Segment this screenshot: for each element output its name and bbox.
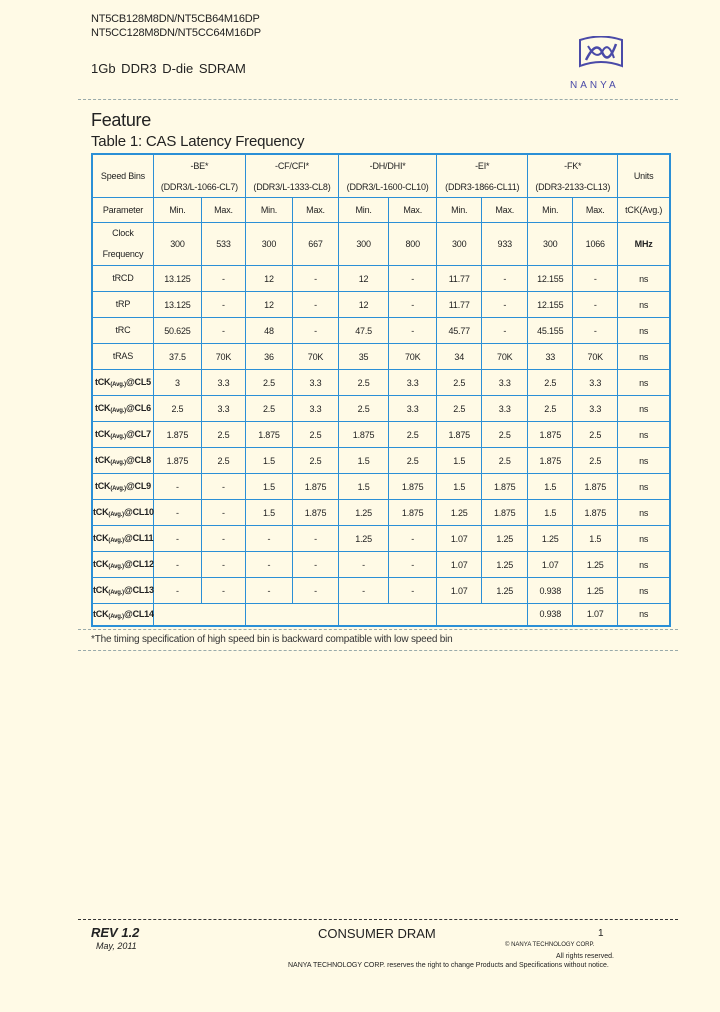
min-header: Min.	[437, 198, 482, 223]
tck-subscript: (Avg.)	[108, 564, 124, 570]
value-cell: 3.3	[292, 396, 338, 422]
parameter-cell	[92, 396, 153, 422]
parameter-header: Parameter	[92, 198, 153, 223]
value-cell: 12	[245, 292, 292, 318]
tck-at: @	[125, 481, 135, 491]
max-header: Max.	[292, 198, 338, 223]
min-header: Min.	[528, 198, 573, 223]
parameter-cell: tRCD	[92, 266, 153, 292]
product-title: 1Gb DDR3 D-die SDRAM	[91, 61, 246, 76]
unit-cell: ns	[618, 344, 670, 370]
value-cell: 1.25	[482, 552, 528, 578]
value-cell: 1.875	[482, 474, 528, 500]
value-cell: 3.3	[389, 396, 437, 422]
value-cell: 300	[339, 223, 389, 266]
value-cell: 800	[389, 223, 437, 266]
min-header: Min.	[339, 198, 389, 223]
tck-at: @	[125, 403, 135, 413]
tck-label: tCK	[94, 377, 111, 387]
tck-label: tCK	[94, 455, 111, 465]
value-cell: -	[389, 318, 437, 344]
value-cell: -	[201, 578, 245, 604]
value-cell: 12	[339, 266, 389, 292]
footnote-divider-bottom	[78, 650, 678, 651]
value-cell: 300	[528, 223, 573, 266]
value-cell: 1.07	[437, 578, 482, 604]
cas-latency-label: CL14	[132, 608, 154, 619]
value-cell: 1.5	[245, 500, 292, 526]
value-cell: 1066	[573, 223, 618, 266]
value-cell: -	[389, 552, 437, 578]
bin-code: -FK*	[528, 154, 618, 176]
empty-cell	[339, 604, 437, 626]
value-cell: -	[153, 578, 201, 604]
tck-subscript: (Avg.)	[108, 613, 124, 620]
disclaimer: NANYA TECHNOLOGY CORP. reserves the right to change Products and Specifications without notice.	[288, 962, 609, 969]
value-cell: 45.77	[437, 318, 482, 344]
footnote-divider	[78, 629, 678, 630]
value-cell: -	[573, 266, 618, 292]
value-cell: 1.875	[482, 500, 528, 526]
tck-subscript: (Avg.)	[110, 408, 126, 414]
param-unit-header: tCK(Avg.)	[618, 198, 670, 223]
value-cell: 1.5	[437, 448, 482, 474]
value-cell: 12.155	[528, 292, 573, 318]
value-cell: 2.5	[528, 396, 573, 422]
min-header: Min.	[245, 198, 292, 223]
value-cell: -	[201, 552, 245, 578]
value-cell: 50.625	[153, 318, 201, 344]
value-cell: 12	[245, 266, 292, 292]
bin-name: (DDR3/L-1333-CL8)	[245, 176, 338, 198]
tck-subscript: (Avg.)	[108, 512, 124, 518]
value-cell: -	[389, 578, 437, 604]
table-row	[92, 370, 670, 396]
value-cell: -	[482, 292, 528, 318]
value-cell: -	[389, 526, 437, 552]
revision-date: May, 2011	[96, 941, 137, 951]
part-number-line-1: NT5CB128M8DN/NT5CB64M16DP	[91, 13, 260, 25]
unit-cell: ns	[618, 422, 670, 448]
cas-latency-label: CL5	[134, 377, 151, 387]
empty-cell	[437, 604, 528, 626]
cas-latency-label: CL13	[132, 585, 154, 595]
value-cell: 1.5	[339, 474, 389, 500]
unit-cell: ns	[618, 396, 670, 422]
bin-name: (DDR3/L-1066-CL7)	[153, 176, 245, 198]
value-cell: -	[245, 552, 292, 578]
value-cell: 1.875	[153, 422, 201, 448]
unit-cell: ns	[618, 526, 670, 552]
parameter-cell: tRAS	[92, 344, 153, 370]
value-cell: -	[292, 292, 338, 318]
tck-label: tCK	[93, 559, 109, 569]
value-cell: -	[245, 578, 292, 604]
value-cell: 1.5	[339, 448, 389, 474]
bin-code: -BE*	[153, 154, 245, 176]
value-cell: 300	[245, 223, 292, 266]
nanya-logo	[566, 36, 636, 96]
value-cell: 1.25	[482, 526, 528, 552]
value-cell: -	[292, 266, 338, 292]
value-cell: 1.875	[573, 474, 618, 500]
parameter-cell	[92, 422, 153, 448]
value-cell: -	[573, 292, 618, 318]
value-cell: -	[153, 474, 201, 500]
value-cell: 300	[153, 223, 201, 266]
table-row	[92, 422, 670, 448]
value-cell: -	[153, 500, 201, 526]
value-cell: -	[292, 318, 338, 344]
tck-subscript: (Avg.)	[110, 434, 126, 440]
table-row	[92, 292, 670, 318]
value-cell: 3.3	[201, 396, 245, 422]
table-title: Table 1: CAS Latency Frequency	[91, 133, 305, 150]
rights-reserved: All rights reserved.	[556, 953, 614, 960]
value-cell: 1.875	[437, 422, 482, 448]
value-cell: 1.25	[573, 552, 618, 578]
value-cell: 1.25	[437, 500, 482, 526]
tck-label: tCK	[93, 533, 109, 543]
revision: REV 1.2	[91, 925, 140, 940]
copyright: © NANYA TECHNOLOGY CORP.	[505, 942, 595, 948]
value-cell: 1.875	[292, 474, 338, 500]
value-cell: -	[339, 578, 389, 604]
parameter-cell: tRP	[92, 292, 153, 318]
value-cell: 3.3	[201, 370, 245, 396]
tck-at: @	[125, 455, 135, 465]
value-cell: 1.875	[573, 500, 618, 526]
tck-label: tCK	[94, 403, 111, 413]
unit-cell: ns	[618, 578, 670, 604]
units-header: Units	[618, 154, 670, 198]
unit-cell: MHz	[618, 223, 670, 266]
tck-label: tCK	[94, 429, 111, 439]
value-cell: 2.5	[245, 396, 292, 422]
bin-code-row	[92, 154, 670, 176]
value-cell: 70K	[292, 344, 338, 370]
value-cell: 2.5	[437, 370, 482, 396]
value-cell: 2.5	[482, 422, 528, 448]
value-cell: -	[573, 318, 618, 344]
cas-latency-label: CL6	[134, 403, 151, 413]
parameter-cell	[92, 604, 153, 626]
value-cell: -	[389, 292, 437, 318]
footer-divider	[78, 919, 678, 920]
value-cell: 70K	[482, 344, 528, 370]
value-cell: 0.938	[528, 578, 573, 604]
value-cell: 533	[201, 223, 245, 266]
value-cell: 12	[339, 292, 389, 318]
parameter-cell	[92, 474, 153, 500]
value-cell: 45.155	[528, 318, 573, 344]
max-header: Max.	[482, 198, 528, 223]
value-cell: 2.5	[292, 448, 338, 474]
value-cell: 3.3	[573, 370, 618, 396]
table-row	[92, 396, 670, 422]
value-cell: 1.5	[245, 474, 292, 500]
value-cell: 35	[339, 344, 389, 370]
value-cell: 667	[292, 223, 338, 266]
value-cell: 1.875	[389, 474, 437, 500]
value-cell: 1.875	[528, 448, 573, 474]
footer-center-title: CONSUMER DRAM	[318, 926, 436, 941]
parameter-cell	[92, 370, 153, 396]
value-cell: -	[292, 552, 338, 578]
max-header: Max.	[201, 198, 245, 223]
value-cell: 1.5	[528, 474, 573, 500]
value-cell: 1.07	[437, 526, 482, 552]
empty-cell	[245, 604, 338, 626]
value-cell: 2.5	[528, 370, 573, 396]
table-row	[92, 266, 670, 292]
value-cell: 1.875	[292, 500, 338, 526]
table-row	[92, 448, 670, 474]
value-cell: -	[339, 552, 389, 578]
cas-latency-label: CL9	[134, 481, 151, 491]
parameter-cell	[92, 448, 153, 474]
tck-at: @	[123, 533, 133, 543]
table-row	[92, 318, 670, 344]
tck-label: tCK	[93, 585, 109, 595]
header-divider	[78, 99, 678, 100]
value-cell: 47.5	[339, 318, 389, 344]
tck-subscript: (Avg.)	[110, 486, 126, 492]
logo-text: NANYA	[570, 80, 619, 91]
value-cell: 2.5	[339, 396, 389, 422]
bin-code: -EI*	[437, 154, 528, 176]
tck-at: @	[125, 429, 135, 439]
value-cell: -	[292, 526, 338, 552]
value-cell: 2.5	[153, 396, 201, 422]
table-row	[92, 552, 670, 578]
tck-label: tCK	[93, 608, 109, 619]
value-cell: 1.5	[528, 500, 573, 526]
value-cell: 48	[245, 318, 292, 344]
max-header: Max.	[389, 198, 437, 223]
value-cell: 3.3	[482, 370, 528, 396]
table-row	[92, 578, 670, 604]
page-number: 1	[598, 928, 604, 939]
value-cell: -	[201, 266, 245, 292]
value-cell: 13.125	[153, 292, 201, 318]
unit-cell: ns	[618, 266, 670, 292]
tck-label: tCK	[94, 481, 111, 491]
table-row	[92, 604, 670, 626]
table-row	[92, 500, 670, 526]
value-cell: 70K	[573, 344, 618, 370]
bin-code: -DH/DHI*	[339, 154, 437, 176]
value-cell: -	[201, 474, 245, 500]
tck-subscript: (Avg.)	[110, 460, 126, 466]
speed-bins-header: Speed Bins	[92, 154, 153, 198]
tck-subscript: (Avg.)	[108, 538, 124, 544]
value-cell: -	[201, 292, 245, 318]
parameter-cell	[92, 578, 153, 604]
table-row	[92, 474, 670, 500]
cas-latency-label: CL8	[134, 455, 151, 465]
unit-cell: ns	[618, 552, 670, 578]
value-cell: 1.5	[573, 526, 618, 552]
value-cell: 2.5	[389, 422, 437, 448]
value-cell: -	[482, 266, 528, 292]
value-cell: 2.5	[201, 422, 245, 448]
parameter-cell	[92, 500, 153, 526]
value-cell: 2.5	[482, 448, 528, 474]
value-cell: 1.25	[339, 500, 389, 526]
value-cell: -	[482, 318, 528, 344]
value-cell: 1.5	[437, 474, 482, 500]
footnote: *The timing specification of high speed bin is backward compatible with low speed bin	[91, 634, 453, 645]
value-cell: 12.155	[528, 266, 573, 292]
value-cell: 3.3	[573, 396, 618, 422]
tck-at: @	[123, 585, 133, 595]
value-cell: -	[201, 318, 245, 344]
table-row	[92, 344, 670, 370]
bin-name: (DDR3-1866-CL11)	[437, 176, 528, 198]
min-header: Min.	[153, 198, 201, 223]
value-cell: 1.07	[437, 552, 482, 578]
value-cell: 1.875	[245, 422, 292, 448]
cas-latency-table	[91, 153, 671, 627]
tck-subscript: (Avg.)	[108, 590, 124, 596]
value-cell: 0.938	[528, 604, 573, 626]
value-cell: -	[389, 266, 437, 292]
value-cell: -	[245, 526, 292, 552]
empty-cell	[153, 604, 245, 626]
value-cell: 3.3	[389, 370, 437, 396]
cas-latency-label: CL7	[134, 429, 151, 439]
value-cell: 2.5	[201, 448, 245, 474]
value-cell: 70K	[389, 344, 437, 370]
value-cell: 70K	[201, 344, 245, 370]
value-cell: 1.875	[389, 500, 437, 526]
table-row	[92, 526, 670, 552]
parameter-cell	[92, 552, 153, 578]
unit-cell: ns	[618, 370, 670, 396]
bin-name: (DDR3-2133-CL13)	[528, 176, 618, 198]
tck-subscript: (Avg.)	[110, 382, 126, 388]
part-number-line-2: NT5CC128M8DN/NT5CC64M16DP	[91, 27, 261, 39]
value-cell: 33	[528, 344, 573, 370]
bin-name-row	[92, 176, 670, 198]
bin-code: -CF/CFI*	[245, 154, 338, 176]
value-cell: 2.5	[437, 396, 482, 422]
value-cell: 2.5	[339, 370, 389, 396]
unit-cell: ns	[618, 448, 670, 474]
table-row	[92, 223, 670, 266]
value-cell: 1.875	[528, 422, 573, 448]
value-cell: 13.125	[153, 266, 201, 292]
value-cell: 1.25	[482, 578, 528, 604]
value-cell: 37.5	[153, 344, 201, 370]
cas-latency-label: CL11	[132, 533, 154, 543]
value-cell: 1.5	[245, 448, 292, 474]
value-cell: 2.5	[573, 422, 618, 448]
value-cell: 34	[437, 344, 482, 370]
value-cell: 1.25	[339, 526, 389, 552]
value-cell: -	[153, 526, 201, 552]
value-cell: -	[153, 552, 201, 578]
value-cell: 2.5	[573, 448, 618, 474]
value-cell: 11.77	[437, 292, 482, 318]
tck-at: @	[123, 507, 133, 517]
value-cell: 300	[437, 223, 482, 266]
value-cell: 3.3	[482, 396, 528, 422]
value-cell: 1.25	[573, 578, 618, 604]
bin-name: (DDR3/L-1600-CL10)	[339, 176, 437, 198]
tck-at: @	[123, 559, 133, 569]
value-cell: 2.5	[389, 448, 437, 474]
value-cell: 1.875	[153, 448, 201, 474]
param-header-row	[92, 198, 670, 223]
value-cell: 3.3	[292, 370, 338, 396]
tck-at: @	[123, 608, 133, 619]
value-cell: 933	[482, 223, 528, 266]
cas-latency-label: CL10	[132, 507, 154, 517]
value-cell: -	[201, 500, 245, 526]
max-header: Max.	[573, 198, 618, 223]
tck-at: @	[125, 377, 135, 387]
value-cell: 1.875	[339, 422, 389, 448]
value-cell: 1.07	[573, 604, 618, 626]
value-cell: 11.77	[437, 266, 482, 292]
value-cell: 1.07	[528, 552, 573, 578]
tck-label: tCK	[93, 507, 109, 517]
parameter-cell	[92, 526, 153, 552]
unit-cell: ns	[618, 500, 670, 526]
value-cell: 1.25	[528, 526, 573, 552]
section-title: Feature	[91, 110, 151, 130]
value-cell: -	[292, 578, 338, 604]
value-cell: 2.5	[292, 422, 338, 448]
value-cell: -	[201, 526, 245, 552]
value-cell: 36	[245, 344, 292, 370]
unit-cell: ns	[618, 474, 670, 500]
value-cell: 3	[153, 370, 201, 396]
value-cell: 2.5	[245, 370, 292, 396]
parameter-cell: Clock Frequency	[92, 223, 153, 266]
unit-cell: ns	[618, 604, 670, 626]
unit-cell: ns	[618, 318, 670, 344]
unit-cell: ns	[618, 292, 670, 318]
cas-latency-label: CL12	[132, 559, 154, 569]
parameter-cell: tRC	[92, 318, 153, 344]
